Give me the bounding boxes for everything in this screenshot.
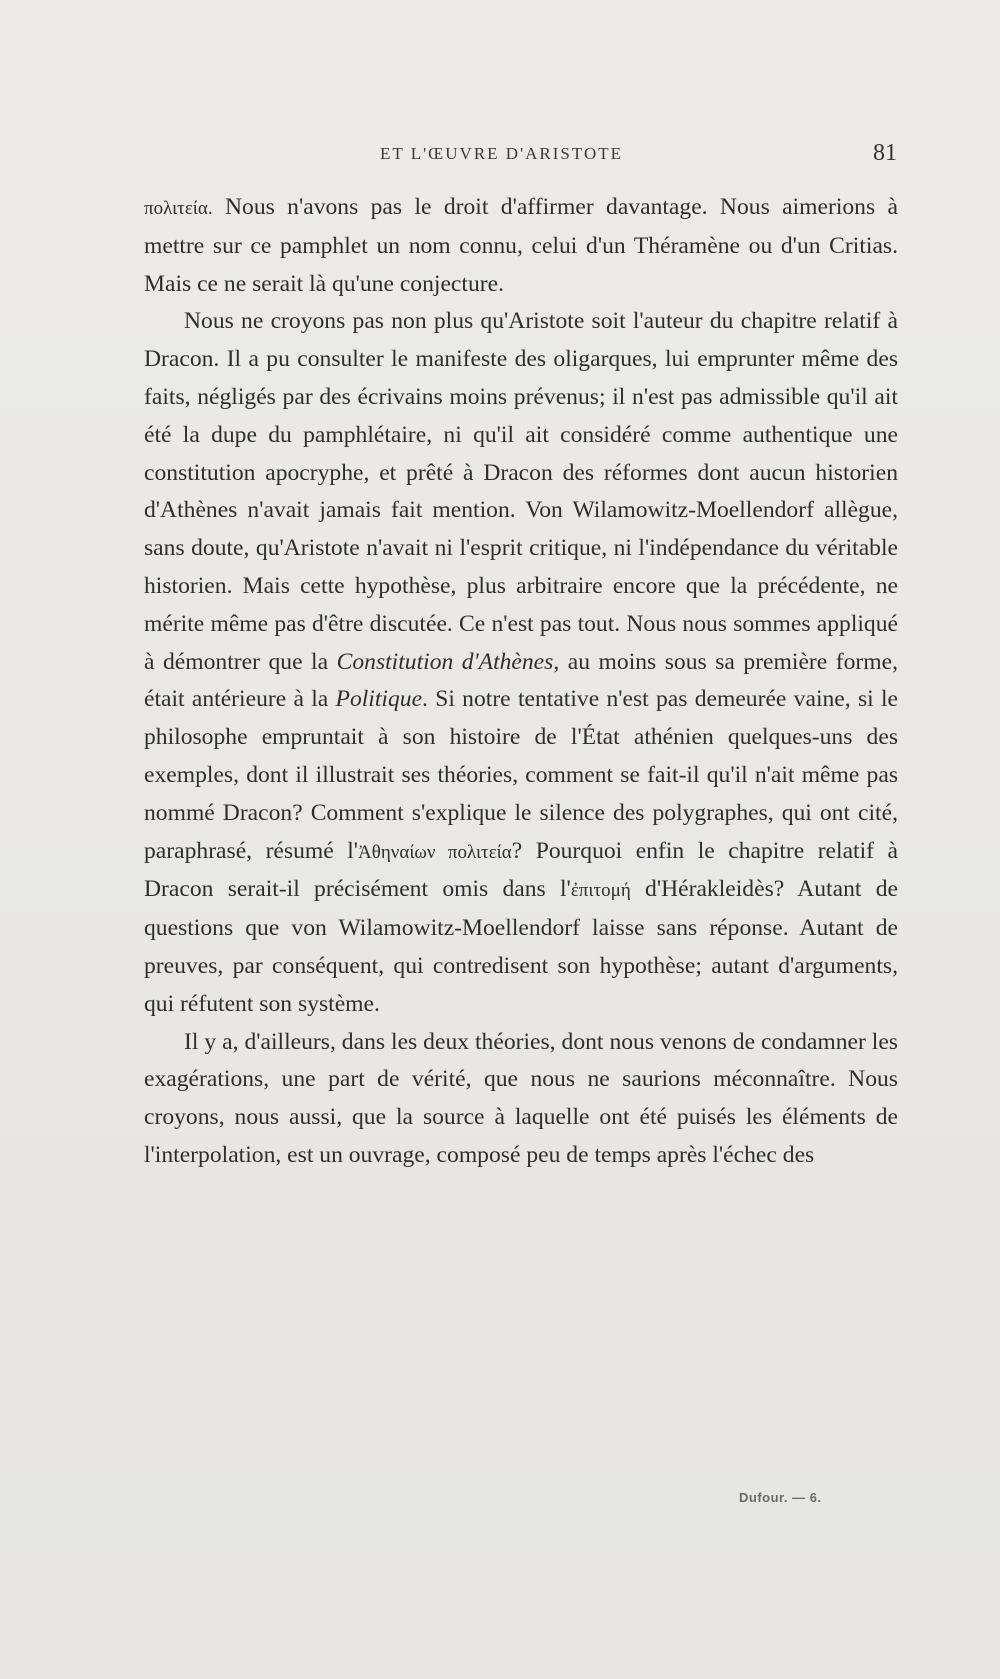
italic-title-politique: Politique [335, 686, 423, 713]
paragraph-2-text-2: , au moins sous sa première forme, était antérieure à la [144, 648, 898, 713]
paragraph-2 [144, 303, 898, 1023]
paragraph-2-text-4: ? Pourquoi enfin le chapitre relatif à Dracon serait-il précisément omis dans l' [144, 837, 898, 903]
greek-word-epitome: ἐπιτομή [570, 880, 631, 902]
running-head [0, 140, 1000, 170]
signature-mark: Dufour. — 6. [739, 1490, 822, 1505]
page-number: 81 [873, 140, 897, 166]
paragraph-2-text-3: . Si notre tentative n'est pas demeurée vaine, si le philosophe empruntait à son histoire de l'État athénien quelques-uns des exemples, dont il illustrait ses théories, comment se fait-il qu'il n'ait même pas nommé Dracon? Comment s'explique le silence des polygraphes, qui ont cité, paraphrasé, résumé l' [144, 686, 898, 864]
paragraph-3 [144, 1024, 898, 1175]
paragraph-3-text: Il y a, d'ailleurs, dans les deux théories, dont nous venons de condamner les exagérations, une part de vérité, que nous ne saurions méconnaître. Nous croyons, nous aussi, que la source à laquelle ont été puisés les éléments de l'interpolation, est un ouvrage, composé peu de temps après l'échec des [144, 1028, 898, 1168]
paragraph-2-text-5: d'Hérakleidès? Autant de questions que von Wilamowitz-Moellendorf laisse sans réponse. Autant de preuves, par conséquent, qui contredisent son hypothèse; autant d'arguments, qui réfutent son système. [144, 876, 898, 1017]
paragraph-1-text: Nous n'avons pas le droit d'affirmer davantage. Nous aimerions à mettre sur ce pamphlet un nom connu, celui d'un Théramène ou d'un Critias. Mais ce ne serait là qu'une conjecture. [144, 194, 898, 297]
paragraph-2-text-1: Nous ne croyons pas non plus qu'Aristote soit l'auteur du chapitre relatif à Dracon. Il a pu consulter le manifeste des oligarques, lui emprunter même des faits, négligés par des écrivains moins prévenus; il n'est pas admissible qu'il ait été la dupe du pamphlétaire, ni qu'il ait considéré comme authentique une constitution apocryphe, et prêté à Dracon des réformes dont aucun historien d'Athènes n'avait jamais fait mention. Von Wilamowitz-Moellendorf allègue, sans doute, qu'Aristote n'avait ni l'esprit critique, ni l'indépendance du véritable historien. Mais cette hypothèse, plus arbitraire encore que la précédente, ne mérite même pas d'être discutée. Ce n'est pas tout. Nous nous sommes appliqué à démontrer que la [144, 308, 898, 675]
paragraph-1 [144, 189, 898, 303]
greek-word: πολιτεία. [144, 198, 213, 219]
italic-title-constitution: Constitution d'Athènes [336, 648, 554, 675]
running-title: ET L'ŒUVRE D'ARISTOTE [380, 144, 623, 163]
greek-phrase-athenaion-politeia: Ἀθηναίων πολιτεία [358, 841, 512, 863]
body-text [144, 189, 898, 1175]
